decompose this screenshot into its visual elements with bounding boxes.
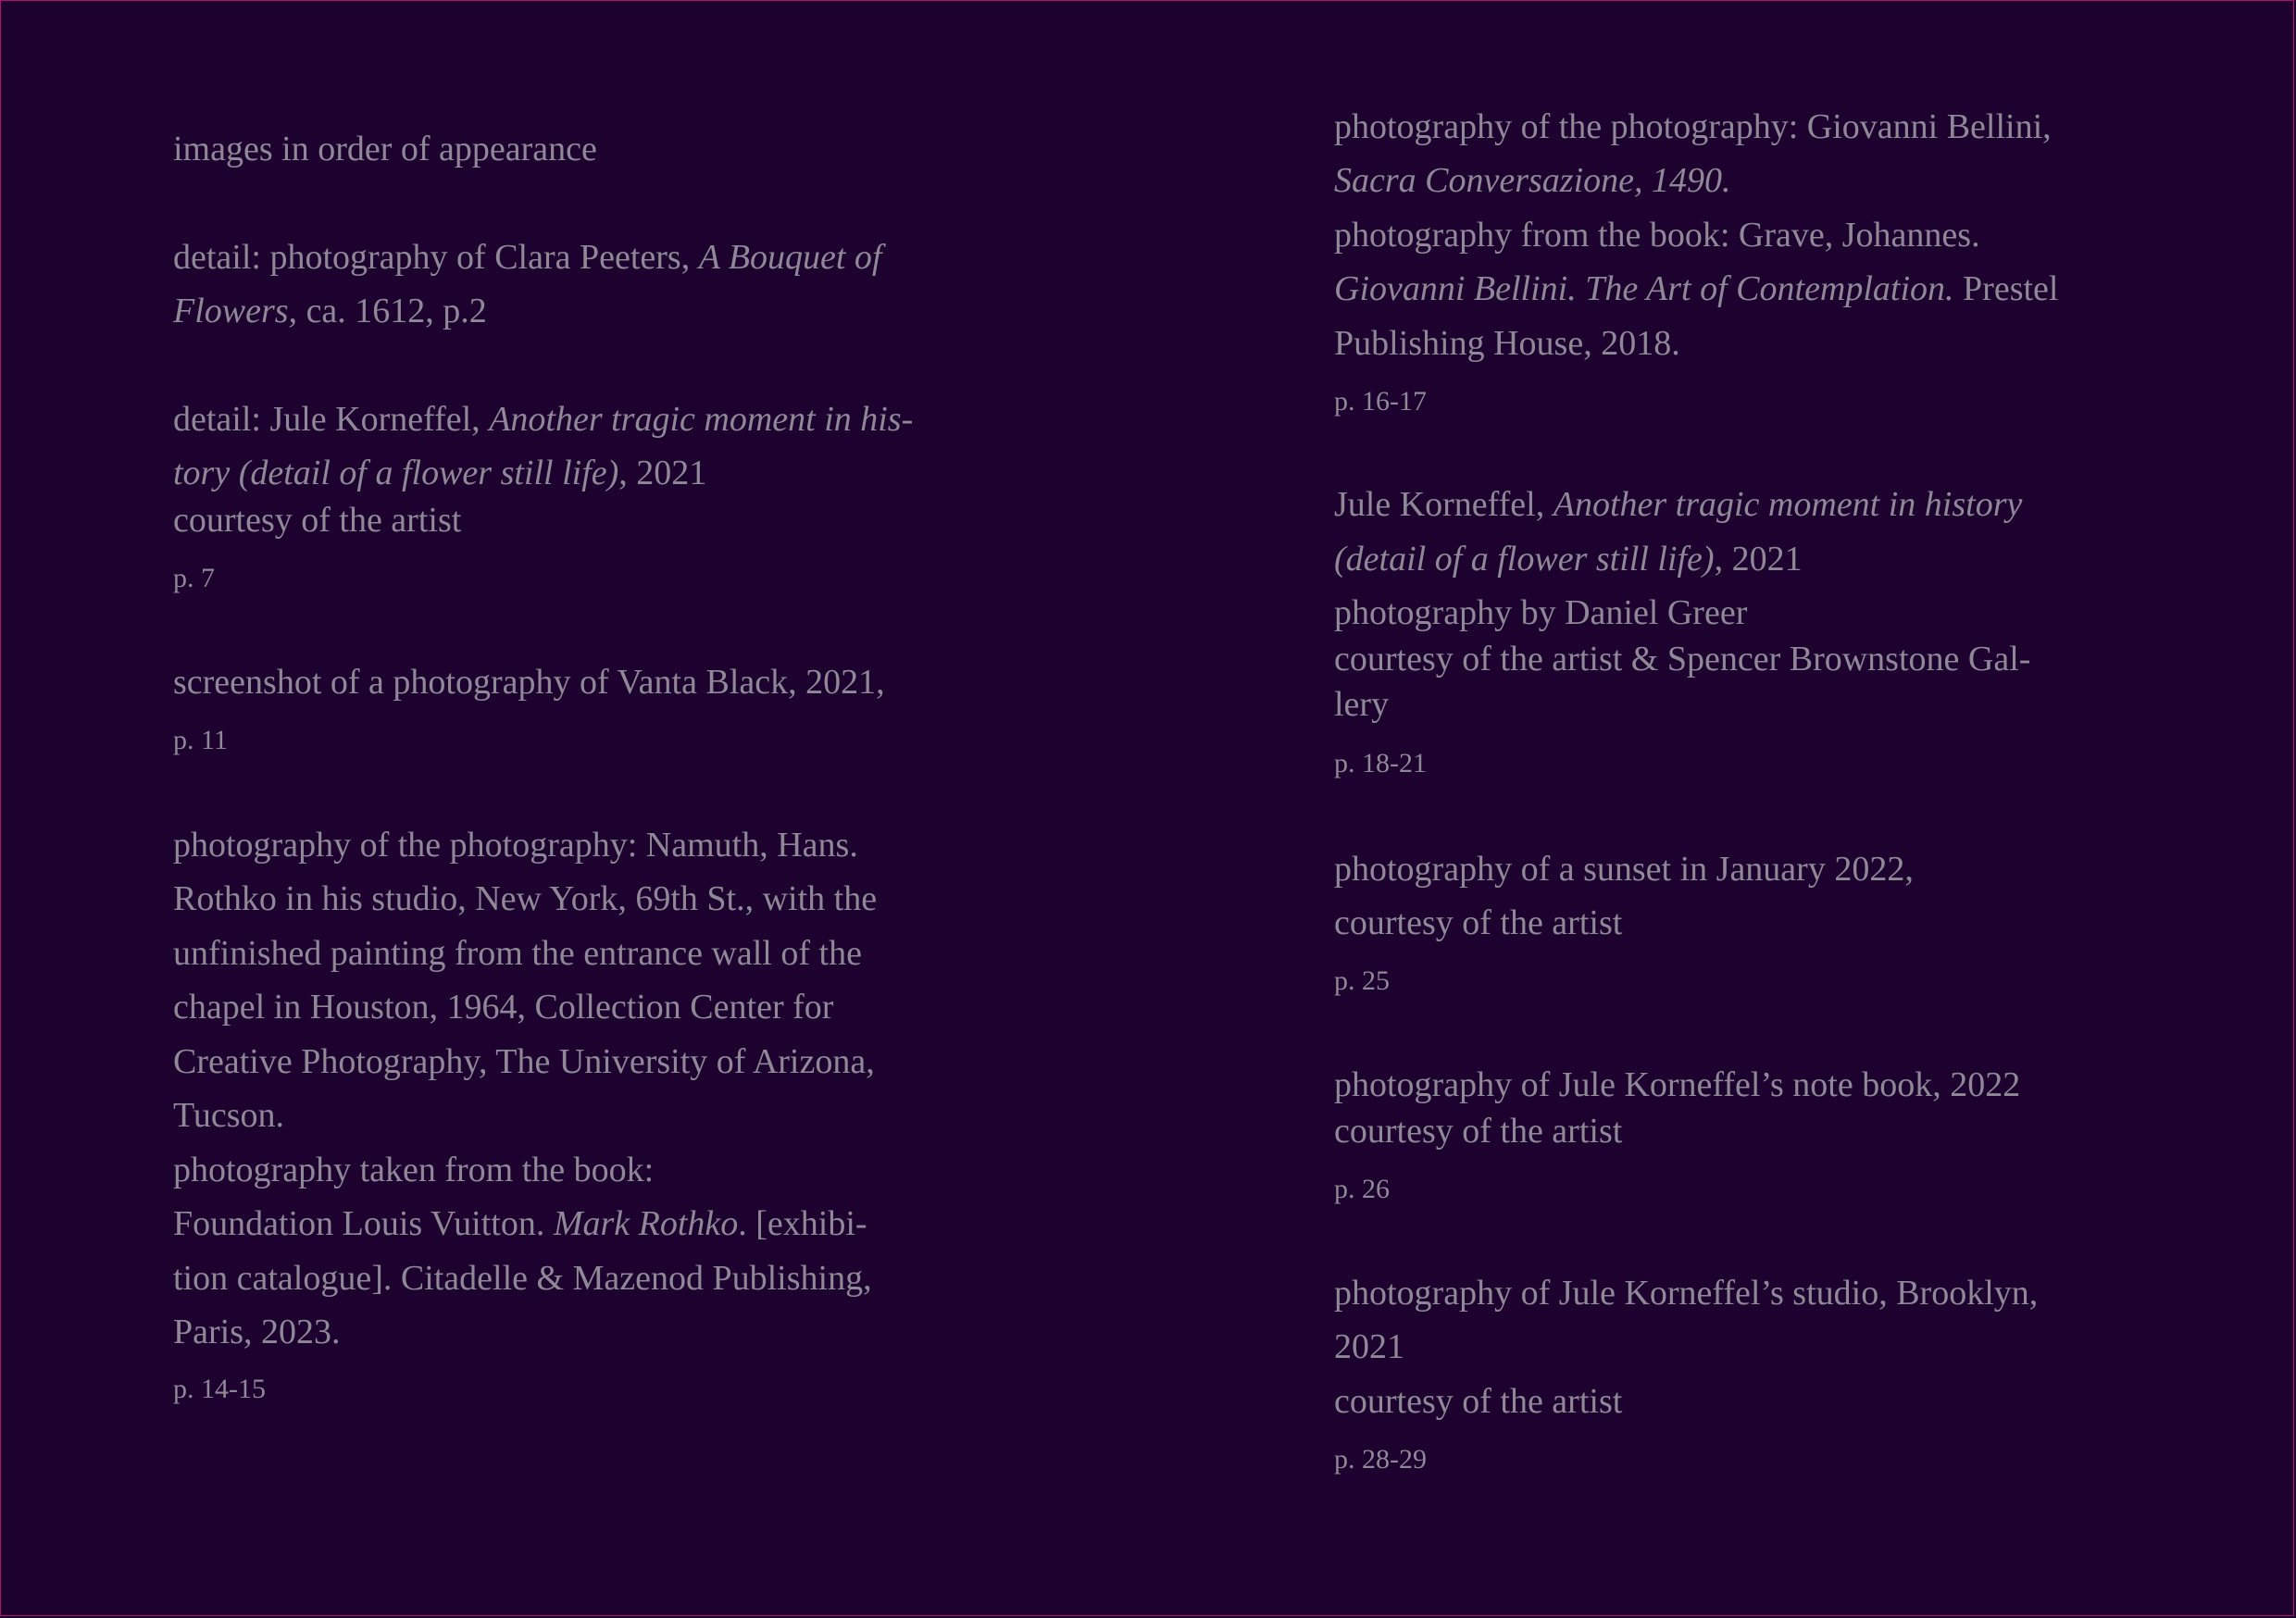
- entry-line: courtesy of the artist: [173, 501, 462, 540]
- entry-line: photography from the book: Grave, Johannes.: [1334, 216, 1980, 255]
- artwork-title: Another tragic moment in his-: [489, 400, 914, 439]
- entry-line: screenshot of a photography of Vanta Black, 2021,: [173, 663, 885, 702]
- entry-line: photography taken from the book:: [173, 1151, 655, 1189]
- entry-line: lery: [1334, 685, 1390, 724]
- entry-line: courtesy of the artist & Spencer Brownstone Gal-: [1334, 640, 2031, 678]
- page-reference: p. 25: [1334, 965, 1390, 996]
- page-reference: p. 18-21: [1334, 748, 1427, 778]
- book-title: Giovanni Bellini. The Art of Contemplation.: [1334, 269, 1954, 308]
- entry-line: chapel in Houston, 1964, Collection Center for: [173, 988, 834, 1027]
- page-reference: p. 28-29: [1334, 1444, 1427, 1475]
- entry-line: Jule Korneffel, Another tragic moment in history: [1334, 485, 2023, 524]
- entry-line: Foundation Louis Vuitton. Mark Rothko. [exhibi-: [173, 1204, 867, 1243]
- entry-line: courtesy of the artist: [1334, 903, 1623, 942]
- entry-line: Tucson.: [173, 1096, 285, 1135]
- entry-line: unfinished painting from the entrance wall of the: [173, 934, 862, 973]
- list-heading: images in order of appearance: [173, 130, 597, 168]
- page-reference: p. 14-15: [173, 1374, 266, 1404]
- artwork-title: tory (detail of a flower still life): [173, 454, 619, 492]
- page-reference: p. 7: [173, 563, 215, 593]
- entry-line: detail: photography of Clara Peeters, A Bouquet of: [173, 238, 882, 277]
- entry-line: photography of Jule Korneffel’s note book, 2022: [1334, 1065, 2021, 1104]
- page-reference: p. 26: [1334, 1174, 1390, 1204]
- entry-line: courtesy of the artist: [1334, 1382, 1623, 1421]
- entry-line: tion catalogue]. Citadelle & Mazenod Publishing,: [173, 1259, 872, 1298]
- artwork-title: Flowers,: [173, 292, 298, 330]
- entry-line: Flowers, ca. 1612, p.2: [173, 292, 487, 330]
- entry-line: [1334, 163, 1731, 198]
- entry-line: photography of the photography: Giovanni Bellini,: [1334, 107, 2052, 146]
- page-reference: p. 11: [173, 725, 228, 755]
- entry-line: Rothko in his studio, New York, 69th St., with the: [173, 879, 878, 918]
- entry-line: Giovanni Bellini. The Art of Contemplation. Prestel: [1334, 269, 2059, 308]
- entry-line: Paris, 2023.: [173, 1313, 341, 1351]
- entry-line: (detail of a flower still life), 2021: [1334, 540, 1803, 579]
- entry-line: 2021: [1334, 1327, 1404, 1366]
- entry-line: photography of a sunset in January 2022,: [1334, 850, 1914, 889]
- artwork-title: Another tragic moment in history: [1553, 485, 2023, 524]
- entry-line: Publishing House, 2018.: [1334, 324, 1680, 363]
- entry-line: photography of the photography: Namuth, Hans.: [173, 826, 858, 865]
- book-title: Mark Rothko: [553, 1204, 739, 1243]
- page-reference: p. 16-17: [1334, 386, 1427, 417]
- entry-line: tory (detail of a flower still life), 2021: [173, 454, 707, 492]
- entry-line: photography by Daniel Greer: [1334, 593, 1748, 632]
- entry-line: Creative Photography, The University of Arizona,: [173, 1042, 875, 1081]
- artwork-title: Sacra Conversazione, 1490.: [1334, 161, 1731, 200]
- artwork-title: (detail of a flower still life): [1334, 540, 1715, 579]
- entry-line: photography of Jule Korneffel’s studio, Brooklyn,: [1334, 1274, 2039, 1313]
- entry-line: courtesy of the artist: [1334, 1112, 1623, 1151]
- entry-line: detail: Jule Korneffel, Another tragic moment in his-: [173, 400, 914, 439]
- artwork-title: A Bouquet of: [698, 238, 882, 277]
